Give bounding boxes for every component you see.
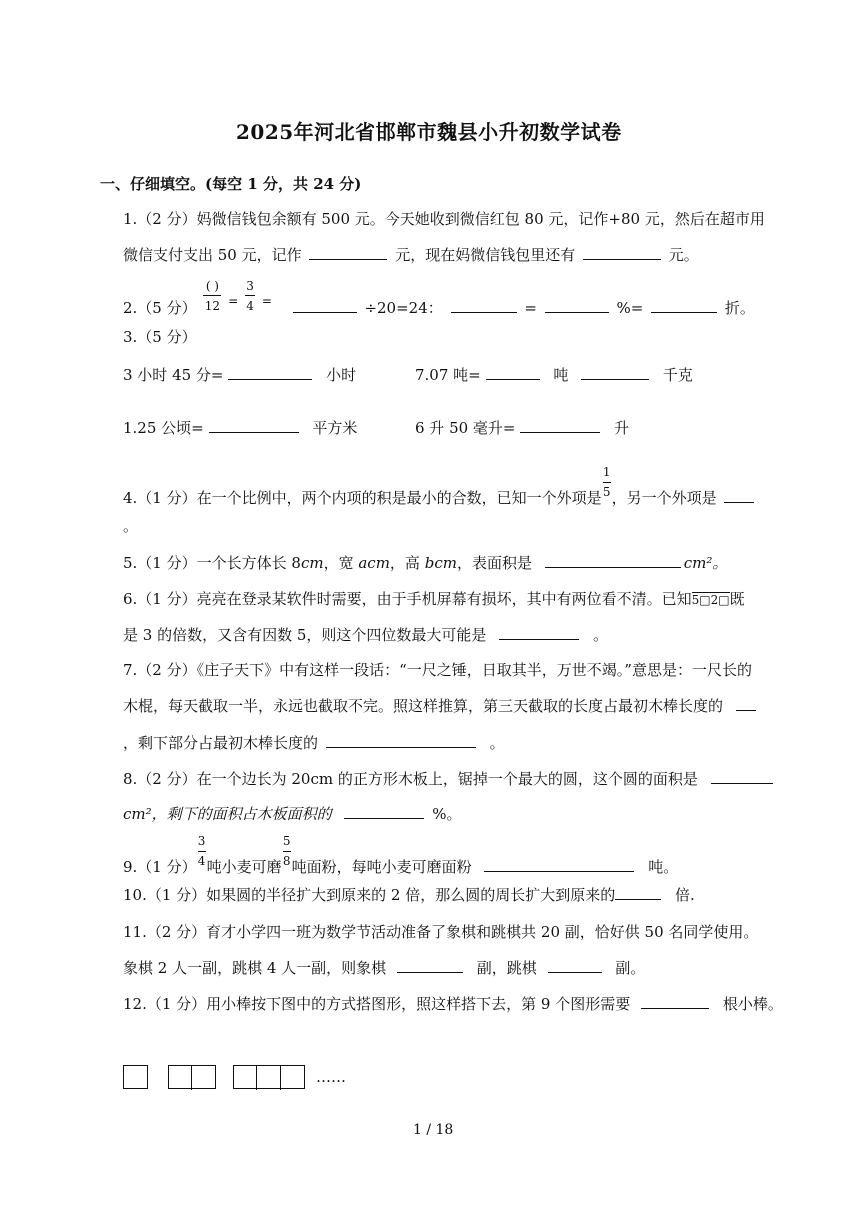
figure-2-two-squares xyxy=(168,1065,216,1089)
question-8-line-2 xyxy=(123,803,461,824)
q3-d-unit: 升 xyxy=(614,419,630,437)
q3-a-unit: 小时 xyxy=(326,366,357,384)
answer-blank[interactable] xyxy=(484,856,634,872)
answer-blank[interactable] xyxy=(344,803,424,819)
question-3-item-b xyxy=(415,364,693,385)
q8-text: 8.（2 分）在一个边长为 20cm 的正方形木板上，锯掉一个最大的圆，这个圆的面积是 xyxy=(123,770,698,788)
q5-text: 5.（1 分）一个长方体长 8 xyxy=(123,554,301,572)
variable-a: a xyxy=(358,554,368,572)
answer-blank[interactable] xyxy=(486,364,540,380)
q7-text-3b: 。 xyxy=(489,734,505,752)
question-1-line-2 xyxy=(123,244,699,265)
fraction-denominator: 12 xyxy=(204,299,221,313)
fraction-bar xyxy=(283,851,291,852)
question-6-line-2 xyxy=(123,624,608,645)
answer-blank[interactable] xyxy=(724,487,754,503)
question-7-line-3 xyxy=(123,732,505,753)
answer-blank[interactable] xyxy=(548,957,602,973)
fraction-numerator: 3 xyxy=(246,279,254,293)
q3-a-text: 3 小时 45 分= xyxy=(123,366,224,384)
fraction-numerator: 5 xyxy=(282,834,291,848)
fraction xyxy=(282,834,292,872)
figure-divider xyxy=(256,1065,257,1090)
fraction-bar xyxy=(198,851,206,852)
password-code: 5□2□ xyxy=(691,593,730,607)
question-10 xyxy=(123,884,695,905)
answer-blank[interactable] xyxy=(209,417,299,433)
q5-text-4: ，表面积是 xyxy=(456,554,532,572)
answer-blank[interactable] xyxy=(520,417,600,433)
question-3-item-a xyxy=(123,364,356,385)
q5-text-3: ，高 xyxy=(389,554,425,572)
q2-text-4: 折。 xyxy=(724,299,755,317)
fraction-denominator: 8 xyxy=(282,854,291,868)
answer-blank[interactable] xyxy=(711,768,773,784)
equals-sign: = xyxy=(228,294,239,308)
variable-b: b xyxy=(424,554,435,572)
q6-text: 6.（1 分）亮亮在登录某软件时需要，由于手机屏幕有损坏，其中有两位看不清。已知 xyxy=(123,590,692,608)
q9-end: 吨。 xyxy=(648,858,679,876)
fraction-numerator: ( ) xyxy=(205,279,219,293)
q3-c-text: 1.25 公顷= xyxy=(123,419,204,437)
answer-blank[interactable] xyxy=(326,732,476,748)
unit-cm: cm xyxy=(434,554,457,572)
answer-blank[interactable] xyxy=(615,884,661,900)
answer-blank[interactable] xyxy=(309,244,387,260)
question-1-line-1: 1.（2 分）妈微信钱包余额有 500 元。今天她收到微信红包 80 元，记作+80 元，然后在超市用 xyxy=(123,210,765,228)
question-8-line-1 xyxy=(123,768,776,789)
question-5 xyxy=(123,552,727,573)
q6-end: 。 xyxy=(592,626,608,644)
answer-blank[interactable] xyxy=(581,364,649,380)
question-7-line-2 xyxy=(123,695,759,716)
fraction xyxy=(201,279,223,313)
q8-text-2b: %。 xyxy=(432,805,462,823)
q1-text-c: 元。 xyxy=(668,246,699,264)
section-heading: 一、仔细填空。(每空 1 分，共 24 分) xyxy=(100,175,362,193)
question-11-line-2 xyxy=(123,957,645,978)
answer-blank[interactable] xyxy=(651,297,717,313)
question-3-item-d xyxy=(415,417,629,438)
answer-blank[interactable] xyxy=(293,297,357,313)
equals-sign: = xyxy=(261,294,272,308)
question-12 xyxy=(123,993,783,1014)
fraction xyxy=(602,465,612,503)
q12-text: 12.（1 分）用小棒按下图中的方式搭图形，照这样搭下去，第 9 个图形需要 xyxy=(123,995,631,1013)
q11-text-2b: 副，跳棋 xyxy=(476,959,537,977)
fraction-numerator: 3 xyxy=(197,834,206,848)
q11-text-2c: 副。 xyxy=(615,959,646,977)
q1-text-a: 微信支付支出 50 元，记作 xyxy=(123,246,302,264)
q3-c-unit: 平方米 xyxy=(312,419,358,437)
fraction-denominator: 4 xyxy=(197,854,206,868)
q2-text-3: %= xyxy=(616,299,644,317)
question-9 xyxy=(123,834,679,877)
figure-divider xyxy=(280,1065,281,1090)
question-2 xyxy=(123,279,755,318)
answer-blank[interactable] xyxy=(641,993,709,1009)
q9-text-2: 吨面粉，每吨小麦可磨面粉 xyxy=(291,858,472,876)
q7-text-2: 木棍，每天截取一半，永远也截取不完。照这样推算，第三天截取的长度占最初木棒长度的 xyxy=(123,697,724,715)
question-4 xyxy=(123,465,757,508)
q7-text-3a: ，剩下部分占最初木棒长度的 xyxy=(123,734,319,752)
ellipsis: …… xyxy=(316,1068,346,1086)
question-11-line-1: 11.（2 分）育才小学四一班为数学节活动准备了象棋和跳棋共 20 副，恰好供 50 名同学使用。 xyxy=(123,923,759,941)
q10-text: 10.（1 分）如果圆的半径扩大到原来的 2 倍，那么圆的周长扩大到原来的 xyxy=(123,886,616,904)
page-title: 2025年河北省邯郸市魏县小升初数学试卷 xyxy=(236,120,622,144)
q2-text-1: ÷20=24： xyxy=(364,299,443,317)
fraction xyxy=(243,279,257,313)
answer-blank[interactable] xyxy=(397,957,463,973)
fraction-denominator: 5 xyxy=(602,485,611,499)
q2-label: 2.（5 分） xyxy=(123,299,197,317)
fraction-bar xyxy=(245,295,255,296)
fraction-numerator: 1 xyxy=(602,465,611,479)
fraction-denominator: 4 xyxy=(246,299,254,313)
q6-text-2: 是 3 的倍数，又含有因数 5，则这个四位数最大可能是 xyxy=(123,626,487,644)
question-7-line-1: 7.（2 分）《庄子天下》中有这样一段话：“一尺之锤，日取其半，万世不竭。”意思是：一尺长的 xyxy=(123,661,752,679)
q6-after: 既 xyxy=(729,590,745,608)
answer-blank[interactable] xyxy=(736,695,756,711)
q10-end: 倍. xyxy=(675,886,695,904)
q3-b-unit-1: 吨 xyxy=(553,366,569,384)
q3-b-text: 7.07 吨= xyxy=(415,366,481,384)
q4-text-2: ，另一个外项是 xyxy=(611,489,717,507)
q1-text-b: 元，现在妈微信钱包里还有 xyxy=(395,246,576,264)
question-3-label: 3.（5 分） xyxy=(123,328,197,346)
answer-blank[interactable] xyxy=(451,297,517,313)
q2-text-2: = xyxy=(524,299,537,317)
fraction-bar xyxy=(603,482,611,483)
q5-text-2: ，宽 xyxy=(323,554,359,572)
question-6-line-1 xyxy=(123,588,745,609)
page-number: 1 / 18 xyxy=(413,1122,454,1138)
q11-text-2a: 象棋 2 人一副，跳棋 4 人一副，则象棋 xyxy=(123,959,387,977)
question-3-item-c xyxy=(123,417,357,438)
figure-divider xyxy=(191,1065,192,1090)
unit-cm2: cm²。 xyxy=(683,554,728,572)
q3-d-text: 6 升 50 毫升= xyxy=(415,419,516,437)
question-4-end: 。 xyxy=(123,517,139,535)
unit-cm: cm xyxy=(367,554,390,572)
answer-blank[interactable] xyxy=(545,552,681,568)
figure-1-one-square xyxy=(123,1065,148,1089)
unit-cm: cm xyxy=(300,554,324,572)
q9-text-1: 吨小麦可磨 xyxy=(206,858,282,876)
q12-end: 根小棒。 xyxy=(722,995,783,1013)
fraction xyxy=(197,834,207,872)
figure-3-three-squares xyxy=(233,1065,305,1089)
answer-blank[interactable] xyxy=(228,364,312,380)
q8-text-2a: cm²，剩下的面积占木板面积的 xyxy=(123,805,332,823)
q3-b-unit-2: 千克 xyxy=(662,366,693,384)
answer-blank[interactable] xyxy=(545,297,609,313)
fraction-bar xyxy=(203,295,221,296)
q9-label: 9.（1 分） xyxy=(123,858,197,876)
q4-text: 4.（1 分）在一个比例中，两个内项的积是最小的合数，已知一个外项是 xyxy=(123,489,602,507)
answer-blank[interactable] xyxy=(583,244,661,260)
answer-blank[interactable] xyxy=(499,624,579,640)
